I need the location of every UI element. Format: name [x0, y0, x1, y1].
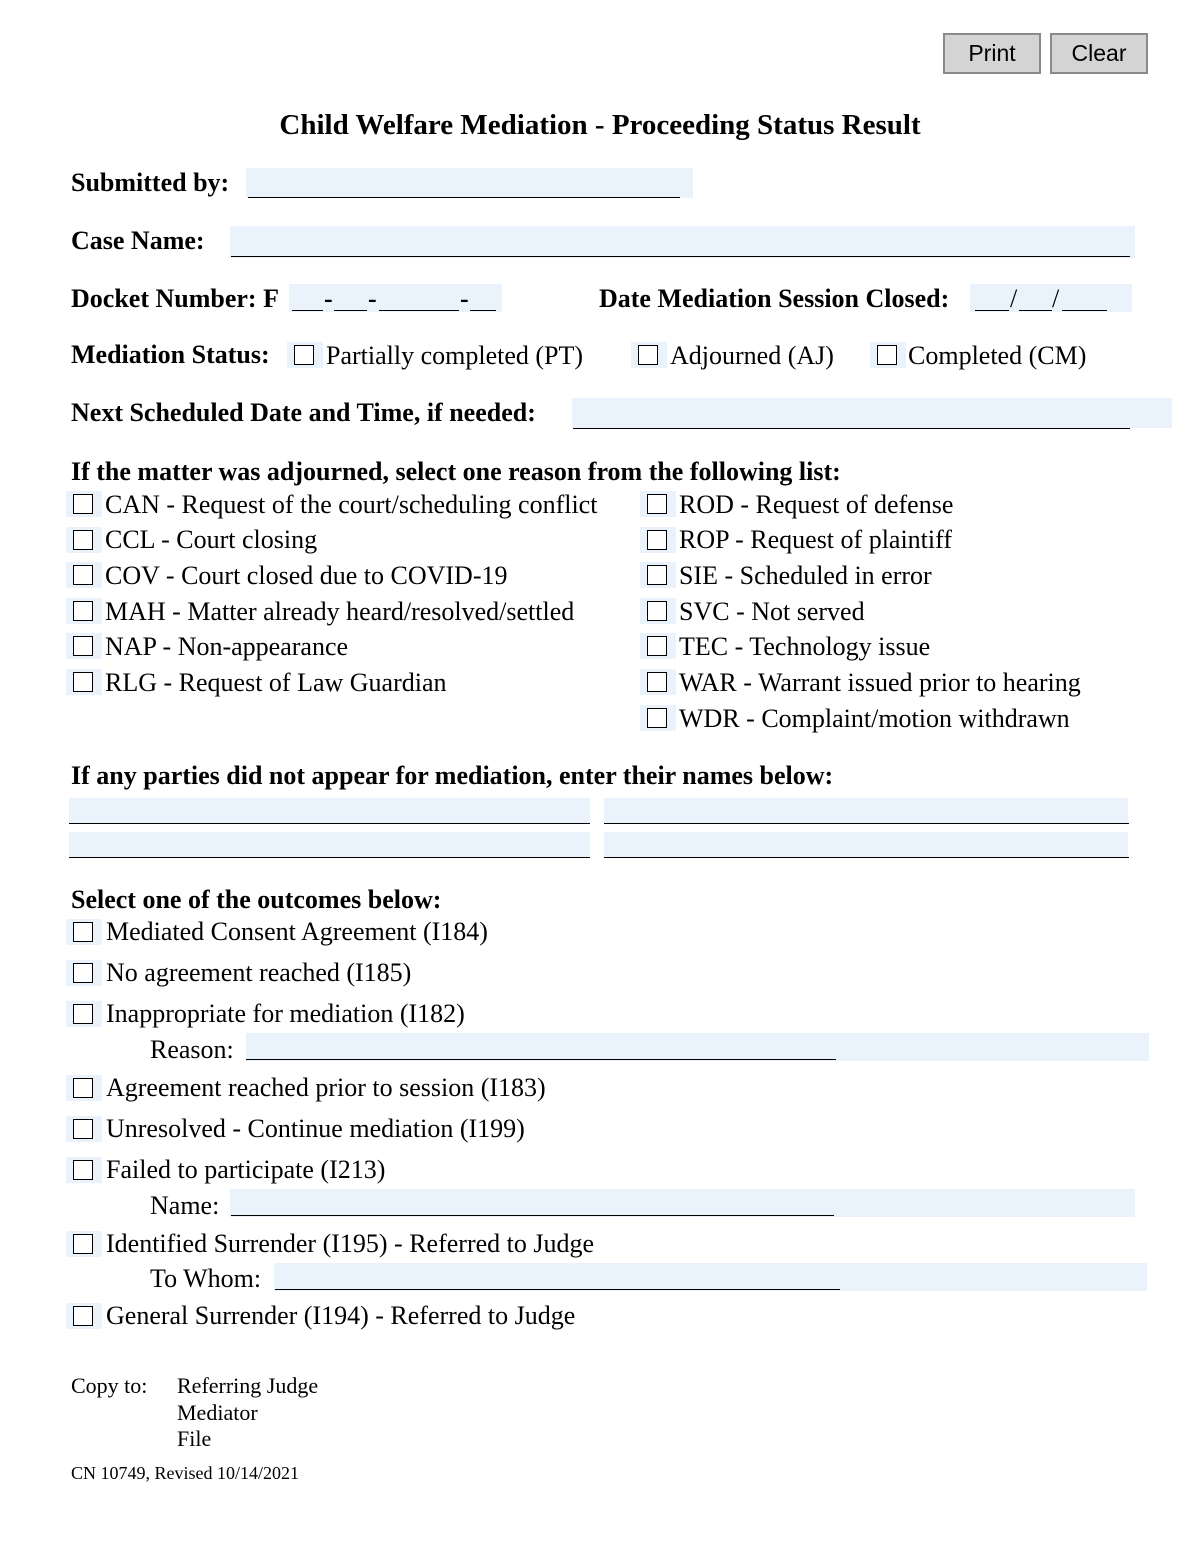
outcome-i182-checkbox[interactable]	[66, 1001, 102, 1027]
reason-sie-label: SIE - Scheduled in error	[679, 561, 932, 590]
mediation-status-label: Mediation Status:	[71, 340, 270, 369]
docket-seg-1	[292, 310, 323, 311]
reason-tec-checkbox[interactable]	[640, 633, 676, 659]
absent-party-field-2[interactable]	[604, 798, 1128, 824]
print-button[interactable]: Print	[943, 33, 1041, 74]
outcome-i199-label: Unresolved - Continue mediation (I199)	[106, 1114, 525, 1143]
absent-party-field-1[interactable]	[69, 798, 590, 824]
submitted-by-label: Submitted by:	[71, 168, 230, 197]
docket-dash-2: -	[368, 284, 377, 313]
outcome-i194-checkbox[interactable]	[66, 1303, 102, 1329]
docket-number-label: Docket Number: F	[71, 284, 279, 313]
form-number: CN 10749, Revised 10/14/2021	[71, 1463, 299, 1483]
reason-mah-checkbox[interactable]	[66, 598, 102, 624]
docket-number-field[interactable]	[289, 284, 502, 312]
outcome-i195-label: Identified Surrender (I195) - Referred to Judge	[106, 1229, 595, 1258]
reason-mah-label: MAH - Matter already heard/resolved/settled	[105, 597, 575, 626]
outcome-i185-checkbox[interactable]	[66, 960, 102, 986]
status-pt-label: Partially completed (PT)	[326, 341, 584, 370]
reason-ccl-label: CCL - Court closing	[105, 525, 318, 554]
outcome-reason-underline	[246, 1059, 836, 1060]
date-closed-month	[975, 310, 1009, 311]
outcome-i213-label: Failed to participate (I213)	[106, 1155, 386, 1184]
outcome-reason-field[interactable]	[246, 1033, 1149, 1061]
absent-party-field-3[interactable]	[69, 832, 590, 858]
status-cm-label: Completed (CM)	[908, 341, 1087, 370]
docket-seg-4	[470, 310, 496, 311]
outcome-i185-label: No agreement reached (I185)	[106, 958, 412, 987]
reason-tec-label: TEC - Technology issue	[679, 632, 931, 661]
docket-dash-1: -	[324, 284, 333, 313]
reason-rlg-label: RLG - Request of Law Guardian	[105, 668, 447, 697]
clear-button[interactable]: Clear	[1050, 33, 1148, 74]
case-name-underline	[231, 256, 1130, 257]
outcome-i195-checkbox[interactable]	[66, 1231, 102, 1257]
reason-wdr-label: WDR - Complaint/motion withdrawn	[679, 704, 1070, 733]
reason-wdr-checkbox[interactable]	[640, 705, 676, 731]
status-pt-checkbox[interactable]	[287, 342, 323, 368]
outcome-name-field[interactable]	[230, 1189, 1135, 1217]
reason-rod-checkbox[interactable]	[640, 491, 676, 517]
outcome-i184-checkbox[interactable]	[66, 919, 102, 945]
reason-rop-checkbox[interactable]	[640, 527, 676, 553]
copy-to-mediator: Mediator	[177, 1400, 258, 1425]
reason-ccl-checkbox[interactable]	[66, 527, 102, 553]
status-aj-checkbox[interactable]	[631, 342, 667, 368]
case-name-label: Case Name:	[71, 226, 205, 255]
next-scheduled-field[interactable]	[572, 398, 1172, 428]
reason-rop-label: ROP - Request of plaintiff	[679, 525, 952, 554]
date-closed-year	[1062, 310, 1107, 311]
reason-can-checkbox[interactable]	[66, 491, 102, 517]
outcome-to-whom-underline	[275, 1289, 840, 1290]
docket-dash-3: -	[460, 284, 469, 313]
outcomes-heading: Select one of the outcomes below:	[71, 885, 442, 914]
date-closed-slash-1: /	[1010, 284, 1018, 313]
submitted-by-field[interactable]	[246, 168, 693, 198]
absent-party-underline-4	[604, 857, 1129, 858]
adjourned-reasons-heading: If the matter was adjourned, select one reason from the following list:	[71, 457, 841, 486]
reason-cov-checkbox[interactable]	[66, 562, 102, 588]
reason-nap-checkbox[interactable]	[66, 633, 102, 659]
outcome-i183-checkbox[interactable]	[66, 1075, 102, 1101]
form-title: Child Welfare Mediation - Proceeding Status Result	[279, 109, 921, 141]
reason-cov-label: COV - Court closed due to COVID-19	[105, 561, 508, 590]
next-scheduled-label: Next Scheduled Date and Time, if needed:	[71, 398, 536, 427]
reason-svc-label: SVC - Not served	[679, 597, 865, 626]
date-closed-field[interactable]	[970, 284, 1132, 312]
absent-party-field-4[interactable]	[604, 832, 1128, 858]
outcome-name-label: Name:	[150, 1191, 220, 1220]
date-closed-slash-2: /	[1052, 284, 1060, 313]
outcome-i182-label: Inappropriate for mediation (I182)	[106, 999, 465, 1028]
submitted-by-underline	[248, 197, 680, 198]
outcome-reason-label: Reason:	[150, 1035, 234, 1064]
outcome-i213-checkbox[interactable]	[66, 1157, 102, 1183]
outcome-name-underline	[231, 1215, 834, 1216]
docket-seg-2	[334, 310, 367, 311]
copy-to-referring-judge: Referring Judge	[177, 1373, 319, 1398]
date-closed-day	[1019, 310, 1052, 311]
date-closed-label: Date Mediation Session Closed:	[599, 284, 950, 313]
docket-seg-3	[379, 310, 459, 311]
outcome-i194-label: General Surrender (I194) - Referred to Judge	[106, 1301, 576, 1330]
reason-svc-checkbox[interactable]	[640, 598, 676, 624]
copy-to-file: File	[177, 1426, 212, 1451]
reason-nap-label: NAP - Non-appearance	[105, 632, 349, 661]
outcome-i184-label: Mediated Consent Agreement (I184)	[106, 917, 488, 946]
absent-party-underline-2	[604, 823, 1129, 824]
outcome-to-whom-field[interactable]	[274, 1263, 1147, 1291]
status-aj-label: Adjourned (AJ)	[670, 341, 834, 370]
copy-to-label: Copy to:	[71, 1373, 148, 1398]
reason-can-label: CAN - Request of the court/scheduling conflict	[105, 490, 598, 519]
absent-party-underline-1	[69, 823, 590, 824]
status-cm-checkbox[interactable]	[870, 342, 906, 368]
absent-parties-heading: If any parties did not appear for mediation, enter their names below:	[71, 761, 834, 790]
reason-rod-label: ROD - Request of defense	[679, 490, 954, 519]
outcome-to-whom-label: To Whom:	[150, 1264, 262, 1293]
outcome-i199-checkbox[interactable]	[66, 1116, 102, 1142]
reason-war-checkbox[interactable]	[640, 669, 676, 695]
reason-rlg-checkbox[interactable]	[66, 669, 102, 695]
outcome-i183-label: Agreement reached prior to session (I183)	[106, 1073, 546, 1102]
reason-war-label: WAR - Warrant issued prior to hearing	[679, 668, 1081, 697]
case-name-field[interactable]	[230, 226, 1135, 258]
reason-sie-checkbox[interactable]	[640, 562, 676, 588]
absent-party-underline-3	[69, 857, 590, 858]
next-scheduled-underline	[573, 428, 1130, 429]
